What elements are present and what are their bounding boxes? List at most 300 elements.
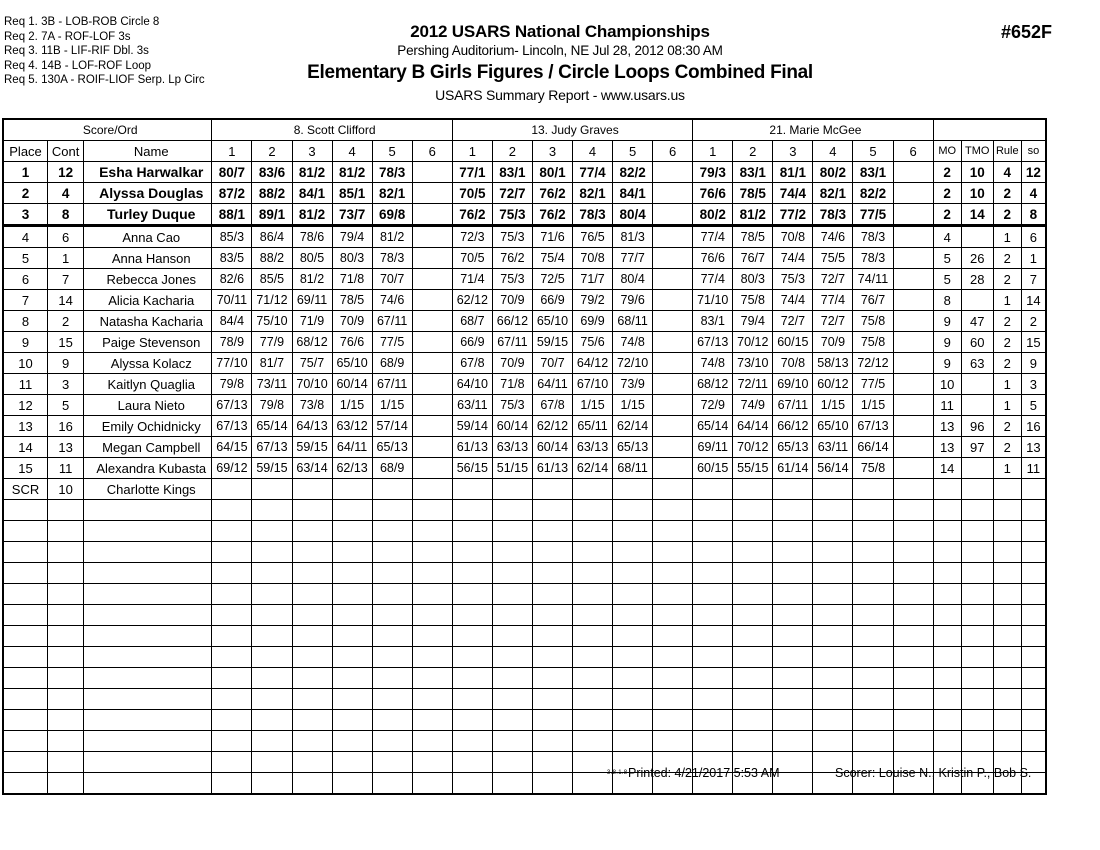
cell-judge3-score3: [773, 479, 813, 500]
cell-judge2-score4: 64/12: [573, 353, 613, 374]
table-row[interactable]: [4, 269, 1046, 290]
cell-judge2-score2: [492, 479, 532, 500]
cell-place: 11: [4, 374, 48, 395]
cell-judge1-score6: [412, 689, 452, 710]
cell-judge1-score6: [412, 311, 452, 332]
cell-rule: [993, 500, 1021, 521]
cell-judge2-score3: [532, 710, 572, 731]
cell-place: [4, 689, 48, 710]
cell-judge2-score1: [452, 731, 492, 752]
cell-judge2-score1: 77/1: [452, 162, 492, 183]
cell-judge2-score1: [452, 668, 492, 689]
cell-tmo: 63: [961, 353, 993, 374]
cell-judge3-score6: [893, 605, 933, 626]
cell-judge3-score5: 77/5: [853, 374, 893, 395]
cell-judge1-score6: [412, 437, 452, 458]
cell-mo: [933, 479, 961, 500]
cell-judge1-score5: [372, 479, 412, 500]
header-j1-col1: 1: [212, 141, 252, 162]
cell-judge1-score6: [412, 248, 452, 269]
cell-judge2-score6: [653, 332, 693, 353]
cell-judge1-score1: 85/3: [212, 226, 252, 248]
header-so: so: [1021, 141, 1045, 162]
cell-judge3-score1: 71/10: [693, 290, 733, 311]
cell-judge2-score1: [452, 500, 492, 521]
cell-cont: [48, 710, 84, 731]
cell-tmo: [961, 542, 993, 563]
cell-judge2-score1: [452, 689, 492, 710]
table-row[interactable]: [4, 353, 1046, 374]
cell-judge1-score1: 70/11: [212, 290, 252, 311]
cell-judge1-score6: [412, 374, 452, 395]
cell-judge3-score1: [693, 668, 733, 689]
cell-so: 14: [1021, 290, 1045, 311]
cell-mo: 14: [933, 458, 961, 479]
cell-judge1-score4: [332, 689, 372, 710]
cell-judge2-score5: [613, 689, 653, 710]
cell-judge1-score2: [252, 668, 292, 689]
cell-mo: [933, 689, 961, 710]
cell-judge2-score6: [653, 416, 693, 437]
cell-so: [1021, 731, 1045, 752]
cell-judge2-score3: [532, 647, 572, 668]
cell-judge3-score4: 78/3: [813, 204, 853, 226]
cell-judge3-score2: 76/7: [733, 248, 773, 269]
cell-mo: 10: [933, 374, 961, 395]
cell-judge1-score6: [412, 731, 452, 752]
requirement-item: Req 1. 3B - LOB-ROB Circle 8: [4, 16, 160, 28]
cell-judge2-score4: [573, 626, 613, 647]
cell-judge1-score2: 88/2: [252, 183, 292, 204]
cell-judge3-score1: [693, 605, 733, 626]
cell-mo: 9: [933, 332, 961, 353]
cell-judge3-score5: 83/1: [853, 162, 893, 183]
cell-judge3-score2: 78/5: [733, 226, 773, 248]
cell-so: [1021, 626, 1045, 647]
cell-place: [4, 542, 48, 563]
cell-judge3-score4: 77/4: [813, 290, 853, 311]
cell-judge1-score5: 68/9: [372, 353, 412, 374]
cell-mo: 2: [933, 183, 961, 204]
cell-place: 1: [4, 162, 48, 183]
cell-mo: [933, 563, 961, 584]
cell-judge3-score1: 77/4: [693, 269, 733, 290]
cell-judge2-score5: [613, 710, 653, 731]
cell-judge1-score6: [412, 332, 452, 353]
cell-judge2-score4: 65/11: [573, 416, 613, 437]
cell-cont: 8: [48, 204, 84, 226]
table-row-empty[interactable]: [4, 563, 1046, 584]
cell-judge1-score2: [252, 521, 292, 542]
cell-judge2-score4: [573, 500, 613, 521]
table-row-empty[interactable]: [4, 542, 1046, 563]
cell-judge3-score3: 60/15: [773, 332, 813, 353]
cell-judge2-score2: [492, 689, 532, 710]
cell-judge2-score6: [653, 290, 693, 311]
cell-judge2-score4: [573, 668, 613, 689]
cell-judge2-score5: 73/9: [613, 374, 653, 395]
table-row[interactable]: [4, 162, 1046, 183]
cell-judge2-score5: 68/11: [613, 311, 653, 332]
cell-tmo: [961, 584, 993, 605]
cell-judge3-score5: [853, 584, 893, 605]
table-row-empty[interactable]: [4, 584, 1046, 605]
cell-judge2-score1: 76/2: [452, 204, 492, 226]
cell-rule: 4: [993, 162, 1021, 183]
cell-cont: 15: [48, 332, 84, 353]
cell-judge1-score6: [412, 269, 452, 290]
cell-judge1-score4: 79/4: [332, 226, 372, 248]
table-row-empty[interactable]: [4, 500, 1046, 521]
cell-judge3-score1: 68/12: [693, 374, 733, 395]
cell-place: 3: [4, 204, 48, 226]
cell-judge3-score5: 78/3: [853, 226, 893, 248]
cell-judge2-score4: 76/5: [573, 226, 613, 248]
cell-judge2-score2: [492, 605, 532, 626]
cell-judge2-score5: 82/2: [613, 162, 653, 183]
cell-place: 2: [4, 183, 48, 204]
cell-judge3-score4: 82/1: [813, 183, 853, 204]
cell-judge2-score3: [532, 584, 572, 605]
cell-judge2-score4: [573, 731, 613, 752]
table-row-empty[interactable]: [4, 668, 1046, 689]
cell-judge2-score4: [573, 542, 613, 563]
table-row[interactable]: [4, 311, 1046, 332]
cell-judge1-score1: [212, 626, 252, 647]
cell-judge3-score5: 72/12: [853, 353, 893, 374]
cell-judge1-score4: [332, 647, 372, 668]
cell-judge2-score6: [653, 226, 693, 248]
cell-tmo: 97: [961, 437, 993, 458]
cell-judge2-score6: [653, 458, 693, 479]
table-row-empty[interactable]: [4, 605, 1046, 626]
table-row[interactable]: [4, 479, 1046, 500]
cell-mo: 9: [933, 311, 961, 332]
cell-judge1-score6: [412, 626, 452, 647]
cell-judge3-score1: 80/2: [693, 204, 733, 226]
cell-judge1-score6: [412, 416, 452, 437]
cell-mo: [933, 542, 961, 563]
cell-judge1-score3: [292, 584, 332, 605]
cell-judge3-score3: 70/8: [773, 353, 813, 374]
cell-place: [4, 563, 48, 584]
cell-cont: 7: [48, 269, 84, 290]
cell-judge2-score6: [653, 731, 693, 752]
cell-judge3-score2: 70/12: [733, 437, 773, 458]
cell-judge1-score5: [372, 521, 412, 542]
cell-judge3-score3: 74/4: [773, 183, 813, 204]
cell-judge1-score5: [372, 500, 412, 521]
cell-judge3-score5: [853, 647, 893, 668]
cell-judge3-score6: [893, 584, 933, 605]
cell-name: Kaitlyn Quaglia: [84, 374, 212, 395]
cell-judge2-score2: [492, 500, 532, 521]
header-rule: Rule: [993, 141, 1021, 162]
cell-judge1-score2: [252, 647, 292, 668]
cell-judge3-score2: [733, 584, 773, 605]
cell-judge1-score6: [412, 605, 452, 626]
cell-judge1-score2: 73/11: [252, 374, 292, 395]
cell-judge3-score1: 65/14: [693, 416, 733, 437]
cell-judge3-score5: 67/13: [853, 416, 893, 437]
cell-judge2-score1: [452, 479, 492, 500]
cell-judge3-score5: 66/14: [853, 437, 893, 458]
cell-judge3-score1: 79/3: [693, 162, 733, 183]
table-row[interactable]: [4, 248, 1046, 269]
cell-judge1-score6: [412, 584, 452, 605]
cell-so: 15: [1021, 332, 1045, 353]
cell-judge3-score1: 67/13: [693, 332, 733, 353]
cell-judge1-score4: [332, 563, 372, 584]
cell-judge2-score5: 74/8: [613, 332, 653, 353]
cell-judge3-score4: 56/14: [813, 458, 853, 479]
cell-rule: [993, 647, 1021, 668]
cell-judge1-score6: [412, 521, 452, 542]
cell-so: 9: [1021, 353, 1045, 374]
cell-cont: 9: [48, 353, 84, 374]
cell-judge2-score1: [452, 542, 492, 563]
cell-judge2-score3: 64/11: [532, 374, 572, 395]
table-row[interactable]: [4, 437, 1046, 458]
cell-judge3-score3: 75/3: [773, 269, 813, 290]
table-row-empty[interactable]: [4, 647, 1046, 668]
table-row[interactable]: [4, 204, 1046, 226]
cell-judge1-score2: [252, 731, 292, 752]
cell-judge3-score2: [733, 605, 773, 626]
cell-rule: 1: [993, 226, 1021, 248]
cell-judge2-score3: [532, 626, 572, 647]
cell-place: [4, 584, 48, 605]
cell-judge2-score5: [613, 605, 653, 626]
cell-judge3-score6: [893, 689, 933, 710]
cell-cont: 2: [48, 311, 84, 332]
cell-name: Alyssa Kolacz: [84, 353, 212, 374]
cell-judge3-score3: 69/10: [773, 374, 813, 395]
cell-judge2-score1: 63/11: [452, 395, 492, 416]
cell-mo: 13: [933, 416, 961, 437]
cell-judge3-score2: [733, 710, 773, 731]
table-row[interactable]: [4, 290, 1046, 311]
cell-tmo: [961, 479, 993, 500]
cell-rule: [993, 521, 1021, 542]
cell-place: [4, 731, 48, 752]
cell-name: [84, 584, 212, 605]
cell-judge1-score4: 1/15: [332, 395, 372, 416]
cell-mo: [933, 647, 961, 668]
cell-tmo: [961, 689, 993, 710]
table-row[interactable]: [4, 416, 1046, 437]
cell-judge2-score1: 70/5: [452, 183, 492, 204]
cell-judge1-score4: 73/7: [332, 204, 372, 226]
table-row-empty[interactable]: [4, 710, 1046, 731]
cell-so: 13: [1021, 437, 1045, 458]
cell-judge3-score6: [893, 731, 933, 752]
cell-so: [1021, 584, 1045, 605]
cell-cont: [48, 605, 84, 626]
cell-judge1-score6: [412, 226, 452, 248]
cell-judge2-score2: [492, 542, 532, 563]
cell-judge2-score2: 70/9: [492, 353, 532, 374]
cell-so: 12: [1021, 162, 1045, 183]
cell-judge3-score2: 72/11: [733, 374, 773, 395]
cell-judge2-score6: [653, 269, 693, 290]
table-row[interactable]: [4, 226, 1046, 248]
cell-judge3-score5: [853, 521, 893, 542]
cell-judge2-score4: 79/2: [573, 290, 613, 311]
cell-mo: 5: [933, 248, 961, 269]
cell-rule: [993, 584, 1021, 605]
table-row[interactable]: [4, 183, 1046, 204]
table-row-empty[interactable]: [4, 626, 1046, 647]
cell-judge3-score2: [733, 731, 773, 752]
cell-judge2-score3: [532, 521, 572, 542]
cell-judge2-score3: 71/6: [532, 226, 572, 248]
cell-judge1-score1: 77/10: [212, 353, 252, 374]
cell-judge3-score3: [773, 605, 813, 626]
cell-place: 13: [4, 416, 48, 437]
table-row-empty[interactable]: [4, 521, 1046, 542]
cell-place: 14: [4, 437, 48, 458]
table-row[interactable]: [4, 332, 1046, 353]
cell-judge3-score2: [733, 668, 773, 689]
cell-judge3-score2: 70/12: [733, 332, 773, 353]
cell-judge2-score6: [653, 626, 693, 647]
cell-judge1-score4: 70/9: [332, 311, 372, 332]
cell-mo: [933, 584, 961, 605]
cell-mo: [933, 500, 961, 521]
cell-judge3-score6: [893, 458, 933, 479]
report-subtitle: USARS Summary Report - www.usars.us: [435, 87, 685, 103]
cell-judge1-score1: [212, 500, 252, 521]
cell-judge1-score3: 68/12: [292, 332, 332, 353]
cell-judge2-score6: [653, 605, 693, 626]
cell-judge1-score2: [252, 710, 292, 731]
cell-judge1-score1: [212, 731, 252, 752]
cell-judge1-score3: 84/1: [292, 183, 332, 204]
cell-judge2-score3: 62/12: [532, 416, 572, 437]
cell-judge1-score6: [412, 290, 452, 311]
cell-judge3-score4: [813, 731, 853, 752]
table-row[interactable]: [4, 395, 1046, 416]
cell-rule: 2: [993, 311, 1021, 332]
cell-judge2-score5: 77/7: [613, 248, 653, 269]
cell-rule: 2: [993, 353, 1021, 374]
cell-judge2-score1: [452, 563, 492, 584]
cell-cont: 14: [48, 290, 84, 311]
cell-judge3-score4: [813, 479, 853, 500]
cell-judge3-score6: [893, 226, 933, 248]
cell-tmo: [961, 710, 993, 731]
cell-judge2-score6: [653, 395, 693, 416]
cell-judge3-score1: [693, 626, 733, 647]
cell-tmo: [961, 668, 993, 689]
cell-rule: 2: [993, 269, 1021, 290]
cell-so: 5: [1021, 395, 1045, 416]
cell-tmo: [961, 458, 993, 479]
cell-judge1-score3: [292, 710, 332, 731]
cell-judge2-score5: 62/14: [613, 416, 653, 437]
cell-cont: 1: [48, 248, 84, 269]
header-j3-col3: 3: [773, 141, 813, 162]
cell-tmo: [961, 521, 993, 542]
cell-judge2-score2: 70/9: [492, 290, 532, 311]
cell-judge2-score6: [653, 248, 693, 269]
cell-judge1-score3: 80/5: [292, 248, 332, 269]
cell-so: [1021, 521, 1045, 542]
totals-header-spacer: [933, 120, 1045, 141]
cell-judge2-score5: 65/13: [613, 437, 653, 458]
header-j1-col6: 6: [412, 141, 452, 162]
header-j1-col2: 2: [252, 141, 292, 162]
cell-judge2-score3: 59/15: [532, 332, 572, 353]
cell-rule: [993, 605, 1021, 626]
cell-judge2-score4: [573, 563, 613, 584]
cell-name: Alyssa Douglas: [84, 183, 212, 204]
cell-judge1-score1: [212, 563, 252, 584]
cell-judge2-score2: 75/3: [492, 204, 532, 226]
cell-judge1-score3: 81/2: [292, 204, 332, 226]
cell-rule: 2: [993, 416, 1021, 437]
cell-judge1-score1: 69/12: [212, 458, 252, 479]
cell-judge1-score3: [292, 668, 332, 689]
printed-timestamp: Printed: 4/21/2017 5:53 AM: [628, 766, 780, 780]
cell-judge1-score3: [292, 542, 332, 563]
cell-judge1-score3: [292, 521, 332, 542]
cell-judge1-score1: [212, 710, 252, 731]
cell-judge2-score2: [492, 668, 532, 689]
cell-judge1-score1: [212, 689, 252, 710]
cell-judge2-score4: 78/3: [573, 204, 613, 226]
cell-judge1-score3: 73/8: [292, 395, 332, 416]
cell-judge3-score5: 74/11: [853, 269, 893, 290]
table-row[interactable]: [4, 458, 1046, 479]
cell-cont: [48, 647, 84, 668]
cell-judge2-score3: 61/13: [532, 458, 572, 479]
cell-judge1-score2: [252, 542, 292, 563]
cell-judge1-score5: [372, 689, 412, 710]
cell-tmo: 96: [961, 416, 993, 437]
cell-judge1-score1: [212, 521, 252, 542]
cell-judge1-score4: 76/6: [332, 332, 372, 353]
cell-place: SCR: [4, 479, 48, 500]
cell-rule: [993, 542, 1021, 563]
header-j3-col1: 1: [693, 141, 733, 162]
cell-judge2-score5: 81/3: [613, 226, 653, 248]
table-row[interactable]: [4, 374, 1046, 395]
cell-judge3-score6: [893, 479, 933, 500]
table-row-empty[interactable]: [4, 731, 1046, 752]
cell-rule: 2: [993, 437, 1021, 458]
cell-name: [84, 647, 212, 668]
cell-judge1-score5: 1/15: [372, 395, 412, 416]
requirement-item: Req 2. 7A - ROF-LOF 3s: [4, 30, 131, 43]
cell-cont: 11: [48, 458, 84, 479]
cell-judge2-score3: 67/8: [532, 395, 572, 416]
cell-judge2-score4: 63/13: [573, 437, 613, 458]
cell-judge2-score3: 70/7: [532, 353, 572, 374]
cell-place: 9: [4, 332, 48, 353]
cell-place: [4, 521, 48, 542]
cell-judge2-score4: [573, 605, 613, 626]
cell-judge3-score6: [893, 248, 933, 269]
table-row-empty[interactable]: [4, 689, 1046, 710]
cell-judge3-score5: 1/15: [853, 395, 893, 416]
cell-judge1-score6: [412, 395, 452, 416]
cell-judge3-score4: [813, 647, 853, 668]
cell-so: 4: [1021, 183, 1045, 204]
cell-judge3-score6: [893, 353, 933, 374]
cell-judge2-score3: 76/2: [532, 204, 572, 226]
